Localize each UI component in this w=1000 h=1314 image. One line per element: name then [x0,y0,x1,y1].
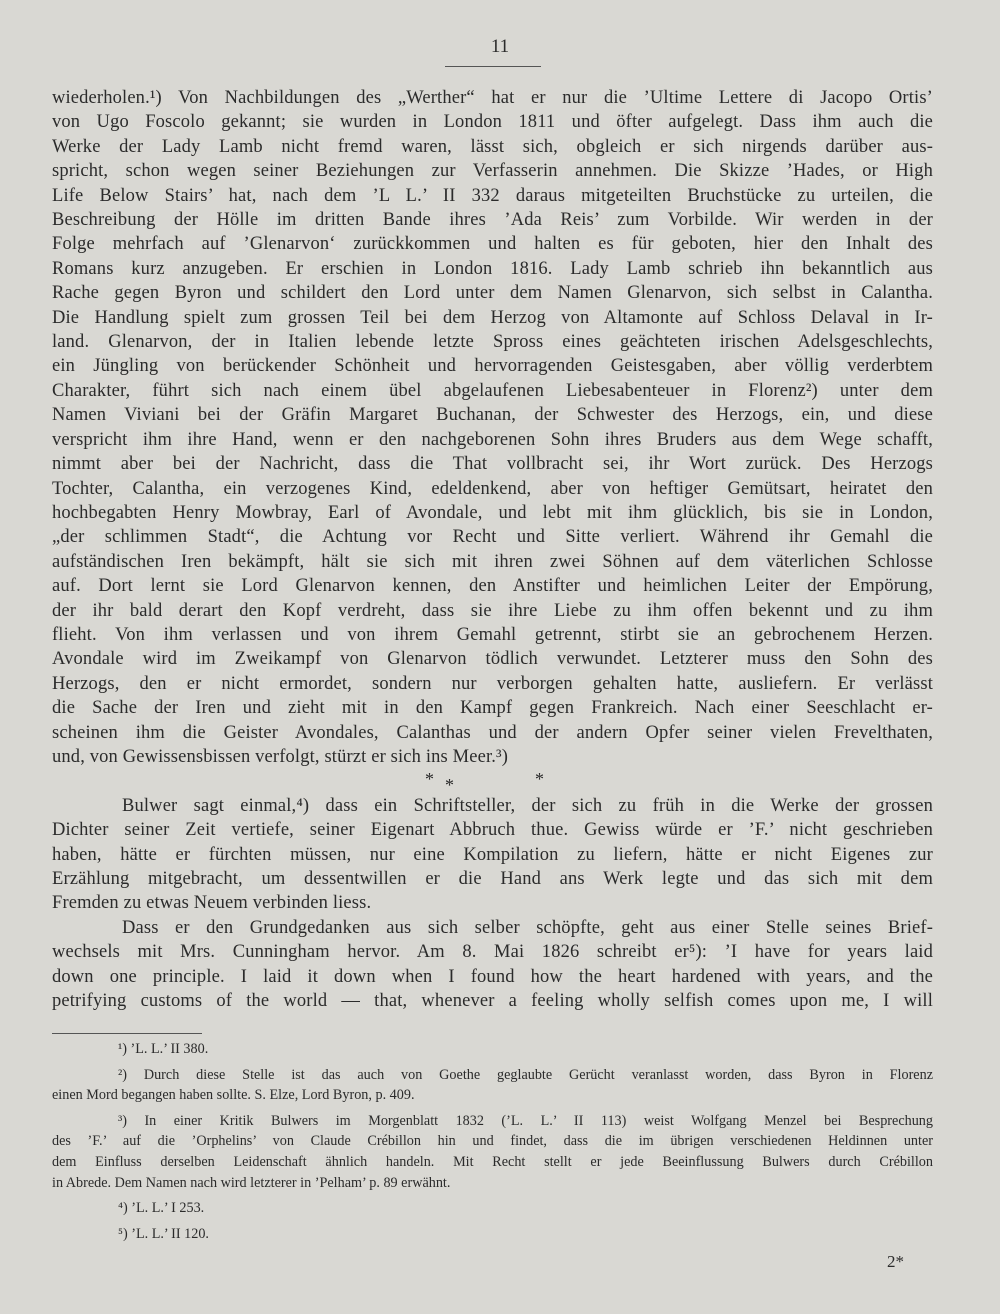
text-line: Bulwer sagt einmal,⁴) dass ein Schriftsteller, der sich zu früh in die Werke der grossen [122,795,933,816]
text-line: Beschreibung der Hölle im dritten Bande ihres ’Ada Reis’ zum Vorbilde. Wir werden in der [52,210,933,231]
text-line: Namen Viviani bei der Gräfin Margaret Buchanan, der Schwester des Herzogs, ein, und diese [52,405,933,426]
text-line: petrifying customs of the world — that, whenever a feeling wholly selfish comes upon me, I will [52,991,933,1012]
footnote-line: ³) In einer Kritik Bulwers im Morgenblatt 1832 (’L. L.’ II 113) weist Wolfgang Menzel bei Besprechung [118,1112,933,1129]
text-line: Rache gegen Byron und schildert den Lord unter dem Namen Glenarvon, sich selbst in Calantha. [52,283,933,304]
section-asterism [52,769,933,796]
text-line: aufständischen Iren bekämpft, hält sie sich mit ihren zwei Söhnen auf dem väterlichen Schlosse [52,551,933,572]
asterism-star: * [445,775,455,796]
text-line: haben, hätte er fürchten müssen, nur eine Kompilation zu liefern, hätte er nicht Eigenes zur [52,844,933,865]
footnote [52,1065,933,1106]
text-line: und, von Gewissensbissen verfolgt, stürzt er sich ins Meer.³) [52,746,509,767]
text-line: verspricht ihm ihre Hand, wenn er den nachgeborenen Sohn ihres Bruders aus dem Wege schafft, [52,429,933,450]
text-line: auf. Dort lernt sie Lord Glenarvon kennen, den Anstifter und heimlichen Leiter der Empörung, [52,576,933,597]
text-line: spricht, schon wegen seiner Beziehungen zur Verfasserin annehmen. Die Skizze ’Hades, or High [52,161,933,182]
text-line: ein Jüngling von berückender Schönheit und hervorragenden Geistesgaben, aber völlig verderbtem [52,356,933,377]
text-line: von Ugo Foscolo gekannt; sie wurden in London 1811 und öfter aufgelegt. Dass ihm auch die [52,112,933,133]
text-line: Dichter seiner Zeit vertiefe, seiner Eigenart Abbruch thue. Gewiss würde er ’F.’ nicht geschrieben [52,820,933,841]
header-rule [445,66,541,67]
text-line: scheinen ihm die Geister Avondales, Calanthas und der andern Opfer seiner vielen Frevelthaten, [52,722,933,743]
text-line: nimmt aber bei der Nachricht, dass die That vollbracht sei, ihr Wort zurück. Des Herzogs [52,454,933,475]
footnote-line: ²) Durch diese Stelle ist das auch von Goethe geglaubte Gerücht veranlasst worden, dass Byron in Florenz [118,1066,933,1083]
text-line: Werke der Lady Lamb nicht fremd waren, lässt sich, obgleich er sich nirgends darüber aus- [52,136,933,157]
text-line: down one principle. I laid it down when I found how the heart hardened with years, and the [52,966,933,987]
text-line: Tochter, Calantha, ein verzogenes Kind, edeldenkend, aber von heftiger Gemütsart, heiratet den [52,478,933,499]
text-line: Charakter, führt sich nach einem übel abgelaufenen Liebesabenteuer in Florenz²) unter dem [52,380,933,401]
asterism-star: * [425,769,435,790]
text-line: Romans kurz anzugeben. Er erschien in London 1816. Lady Lamb schrieb ihn bekanntlich aus [52,258,933,279]
asterism-star: * [535,769,545,790]
footnote-rule [52,1033,202,1034]
text-line: hochbegabten Henry Mowbray, Earl of Avondale, und lebt mit ihm glücklich, bis sie in London, [52,502,933,523]
signature-mark: 2* [887,1252,904,1271]
footnote-line: des ’F.’ auf die ’Orphelins’ von Claude Crébillon hin und findet, dass die im übrigen verschiedenen Heldinnen unter [52,1133,933,1150]
text-line: Fremden zu etwas Neuem verbinden liess. [52,893,372,914]
text-line: flieht. Von ihm verlassen und von ihrem Gemahl getrennt, stirbt sie an gebrochenem Herzen. [52,624,933,645]
text-line: wiederholen.¹) Von Nachbildungen des „Werther“ hat er nur die ’Ultime Lettere di Jacopo Ortis’ [52,88,933,108]
footnote [52,1224,933,1245]
footnote-line: einen Mord begangen haben sollte. S. Elze, Lord Byron, p. 409. [52,1087,415,1104]
text-line: die Sache der Iren und zieht mit in den Kampf gegen Frankreich. Nach einer Seeschlacht er- [52,698,933,719]
footnote [52,1039,933,1060]
footnote-line: ⁵) ’L. L.’ II 120. [118,1225,209,1242]
footnotes [52,1039,933,1249]
main-text [52,86,933,1013]
text-line: Die Handlung spielt zum grossen Teil bei dem Herzog von Altamonte auf Schloss Delaval in Ir- [52,307,933,328]
text-line: Dass er den Grundgedanken aus sich selber schöpfte, geht aus einer Stelle seines Brief- [122,917,933,938]
text-line: Folge mehrfach auf ’Glenarvon‘ zurückkommen und halten es für geboten, hier den Inhalt des [52,234,933,255]
footnote [52,1198,933,1219]
text-line: „der schlimmen Stadt“, die Achtung vor Recht und Sitte verliert. Während ihr Gemahl die [52,527,933,548]
footnote-line: ¹) ’L. L.’ II 380. [118,1041,209,1057]
footnote [52,1111,933,1193]
page-number: 11 [490,36,510,57]
text-line: Life Below Stairs’ hat, nach dem ’L L.’ II 332 daraus mitgeteilten Bruchstücke zu urteilen, die [52,185,933,206]
text-line: land. Glenarvon, der in Italien lebende letzte Spross eines geächteten irischen Adelsgeschlechts, [52,332,933,353]
text-line: Herzogs, den er nicht ermordet, sondern nur verborgen gehalten hatte, ausliefern. Er verlässt [52,673,933,694]
footnote-line: ⁴) ’L. L.’ I 253. [118,1200,205,1217]
text-line: wechsels mit Mrs. Cunningham hervor. Am 8. Mai 1826 schreibt er⁵): ’I have for years laid [52,942,933,963]
text-line: Avondale wird im Zweikampf von Glenarvon tödlich verwundet. Letzterer muss den Sohn des [52,649,933,670]
footnote-line: dem Einfluss derselben Leidenschaft ähnlich handeln. Mit Recht stellt er jede Beeinflussung Bulwers durch Crébillon [52,1153,933,1170]
text-line: Erzählung mitgebracht, um dessentwillen er die Hand ans Werk legte und das sich mit dem [52,868,933,889]
text-line: der ihr bald derart den Kopf verdreht, dass sie ihre Liebe zu ihm offen bekennt und zu ihm [52,600,933,621]
footnote-line: in Abrede. Dem Namen nach wird letzterer in ’Pelham’ p. 89 erwähnt. [52,1174,451,1191]
